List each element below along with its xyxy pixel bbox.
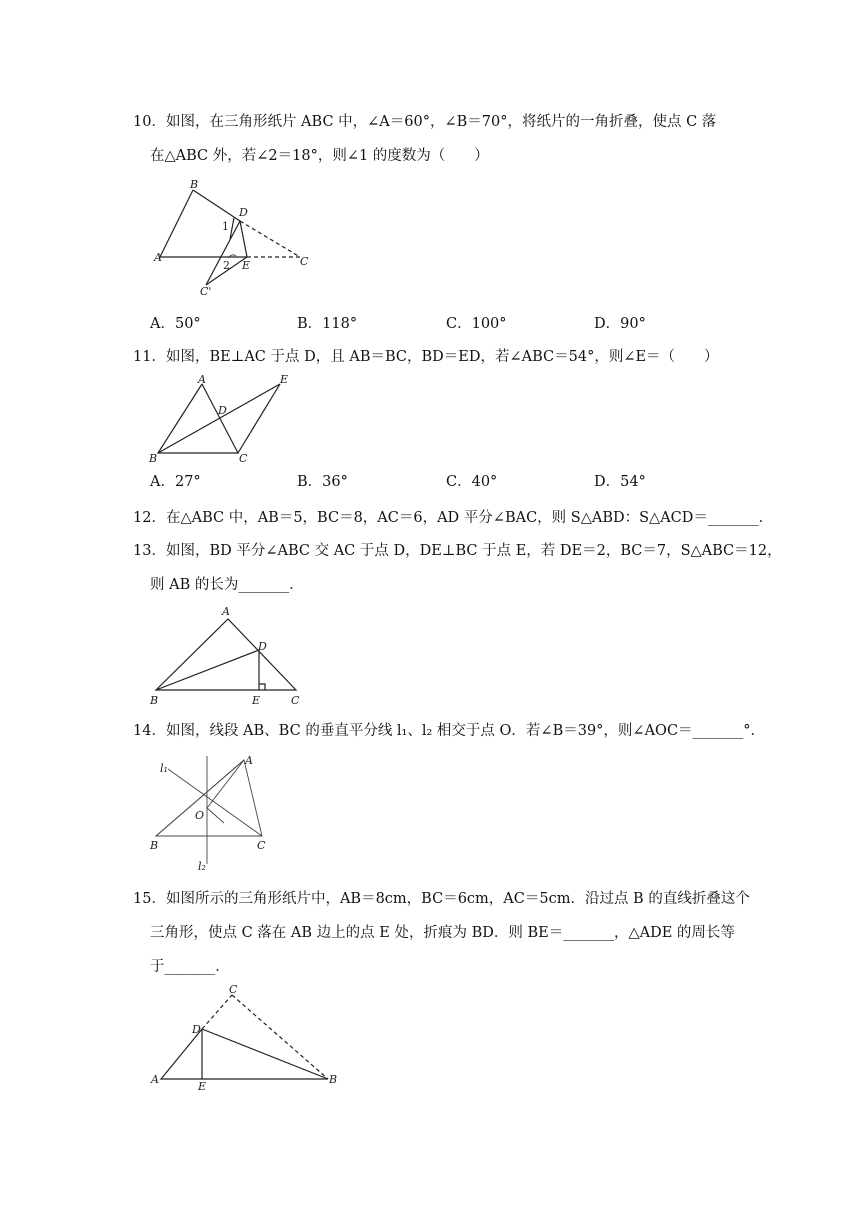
q13-label-E: E — [252, 694, 261, 707]
q10-option-d[interactable]: D．90° — [594, 316, 646, 332]
q10-label-C: C — [300, 255, 309, 268]
q14-label-l2: l₂ — [198, 860, 206, 873]
q15-label-E: E — [198, 1080, 207, 1093]
q11-figure — [148, 374, 298, 466]
q11-option-d[interactable]: D．54° — [594, 474, 646, 490]
q11-option-b[interactable]: B．36° — [297, 474, 348, 490]
q11-option-c[interactable]: C．40° — [446, 474, 498, 490]
q10-figure — [150, 178, 320, 298]
q10-label-D: D — [239, 206, 248, 219]
q15-label-A: A — [151, 1073, 159, 1086]
q15-label-C: C — [229, 983, 238, 996]
q14-label-B: B — [150, 839, 159, 852]
q10-label-2: 2 — [223, 259, 230, 272]
q10-label-Cprime: C' — [200, 285, 212, 298]
q13-text-line1: 13．如图，BD 平分∠ABC 交 AC 于点 D，DE⊥BC 于点 E，若 DE＝2，BC＝7，S△ABC＝12， — [133, 543, 782, 559]
q11-label-E: E — [280, 373, 289, 386]
q10-label-B: B — [190, 178, 199, 191]
q13-figure — [148, 604, 308, 708]
q11-label-B: B — [149, 452, 158, 465]
q14-label-l1: l₁ — [160, 762, 168, 775]
q11-label-C: C — [239, 452, 248, 465]
q10-label-A: A — [154, 251, 162, 264]
q10-text-line1: 10．如图，在三角形纸片 ABC 中，∠A＝60°，∠B＝70°，将纸片的一角折叠，使点 C 落 — [133, 114, 717, 130]
q10-option-c[interactable]: C．100° — [446, 316, 507, 332]
q10-label-E: E — [242, 259, 251, 272]
q10-label-1: 1 — [222, 220, 229, 233]
q14-label-C: C — [257, 839, 266, 852]
q11-label-D: D — [218, 404, 227, 417]
q14-figure — [148, 750, 278, 876]
q11-option-a[interactable]: A．27° — [150, 474, 201, 490]
q15-text-line2: 三角形，使点 C 落在 AB 边上的点 E 处，折痕为 BD．则 BE＝_______，△ADE 的周长等 — [150, 925, 735, 941]
q12-text-line1: 12．在△ABC 中，AB＝5，BC＝8，AC＝6，AD 平分∠BAC，则 S△ABD：S△ACD＝_______． — [133, 510, 774, 526]
q10-option-b[interactable]: B．118° — [297, 316, 358, 332]
q14-label-A: A — [245, 754, 253, 767]
q15-figure — [148, 984, 348, 1092]
q15-text-line1: 15．如图所示的三角形纸片中，AB＝8cm，BC＝6cm，AC＝5cm．沿过点 B 的直线折叠这个 — [133, 891, 750, 907]
q14-text-line1: 14．如图，线段 AB、BC 的垂直平分线 l₁、l₂ 相交于点 O．若∠B＝39°，则∠AOC＝_______°． — [133, 723, 766, 739]
q10-text-line2: 在△ABC 外，若∠2＝18°，则∠1 的度数为（ ） — [150, 148, 489, 164]
q13-label-D: D — [258, 640, 267, 653]
q13-label-B: B — [150, 694, 159, 707]
q11-text-line1: 11．如图，BE⊥AC 于点 D，且 AB＝BC，BD＝ED，若∠ABC＝54°，则∠E＝（ ） — [133, 349, 719, 365]
q13-text-line2: 则 AB 的长为_______． — [150, 577, 304, 593]
q15-label-B: B — [329, 1073, 338, 1086]
q13-label-C: C — [291, 694, 300, 707]
q11-label-A: A — [198, 373, 206, 386]
q10-option-a[interactable]: A．50° — [150, 316, 201, 332]
q15-text-line3: 于_______． — [150, 959, 230, 975]
q14-label-O: O — [195, 809, 205, 822]
q13-label-A: A — [222, 605, 230, 618]
q15-label-D: D — [192, 1023, 201, 1036]
